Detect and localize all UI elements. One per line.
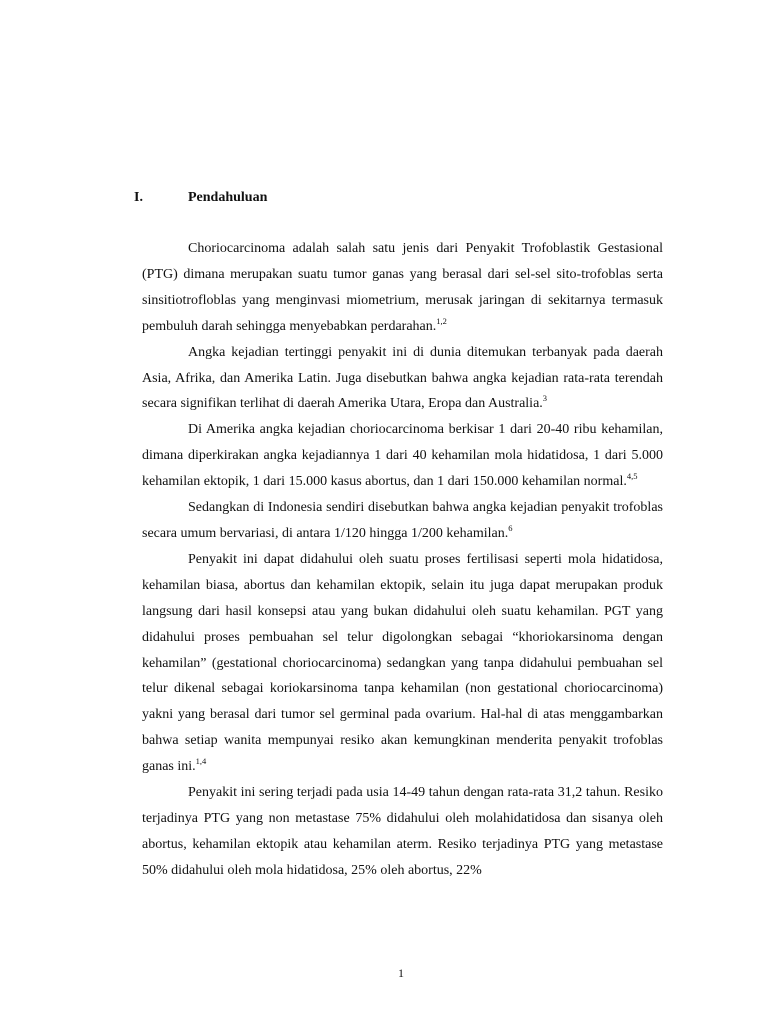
page-number: 1 [398,966,404,980]
paragraph [142,340,663,418]
section-title: Pendahuluan [188,190,268,205]
paragraph-text: Penyakit ini dapat didahului oleh suatu proses fertilisasi seperti mola hidatidosa, kehamilan biasa, abortus dan kehamilan ektopik, selain itu juga dapat merupakan produk langsung dari hasil konsepsi atau yang bukan didahului oleh suatu kehamilan. PGT yang didahului proses pembuahan sel telur digolongkan sebagai “khoriokarsinoma dengan kehamilan” (gestational choriocarcinoma) sedangkan yang tanpa didahului pembuahan sel telur dikenal sebagai koriokarsinoma tanpa kehamilan (non gestational choriocarcinoma) yakni yang berasal dari tumor sel germinal pada ovarium. Hal-hal di atas menggambarkan bahwa setiap wanita mempunyai resiko akan kemungkinan menderita penyakit trofoblas ganas ini. [142,551,663,775]
citation-ref: 3 [542,393,548,404]
paragraph-text: Penyakit ini sering terjadi pada usia 14-49 tahun dengan rata-rata 31,2 tahun. Resiko terjadinya PTG yang non metastase 75% didahului oleh molahidatidosa dan sisanya oleh abortus, kehamilan ektopik atau kehamilan aterm. Resiko terjadinya PTG yang metastase 50% didahului oleh mola hidatidosa, 25% oleh abortus, 22% [142,785,663,878]
citation-ref: 4,5 [626,471,638,482]
citation-ref: 6 [508,522,513,533]
body-text [142,236,663,884]
section-heading [134,188,267,208]
citation-ref: 1,2 [436,315,447,326]
paragraph [142,236,663,340]
paragraph [142,495,663,547]
paragraph-text: Di Amerika angka kejadian choriocarcinoma berkisar 1 dari 20-40 ribu kehamilan, dimana diperkirakan angka kejadiannya 1 dari 40 kehamilan mola hidatidosa, 1 dari 5.000 kehamilan ektopik, 1 dari 15.000 kasus abortus, dan 1 dari 150.000 kehamilan normal. [142,422,663,490]
paragraph [142,547,663,780]
citation-ref: 1,4 [195,756,207,767]
paragraph-text: Angka kejadian tertinggi penyakit ini di dunia ditemukan terbanyak pada daerah Asia, Afrika, dan Amerika Latin. Juga disebutkan bahwa angka kejadian rata-rata terendah secara signifikan terlihat di daerah Amerika Utara, Eropa dan Australia. [142,344,663,412]
paragraph-text: Choriocarcinoma adalah salah satu jenis dari Penyakit Trofoblastik Gestasional (PTG) dimana merupakan suatu tumor ganas yang berasal dari sel-sel sito-trofoblas serta sinsitiotrofloblas yang menginvasi miometrium, merusak jaringan di sekitarnya termasuk pembuluh darah sehingga menyebabkan perdarahan. [142,241,663,334]
paragraph-text: Sedangkan di Indonesia sendiri disebutkan bahwa angka kejadian penyakit trofoblas secara umum bervariasi, di antara 1/120 hingga 1/200 kehamilan. [142,500,663,541]
section-number: I. [134,190,143,205]
paragraph [142,780,663,884]
paragraph [142,417,663,495]
